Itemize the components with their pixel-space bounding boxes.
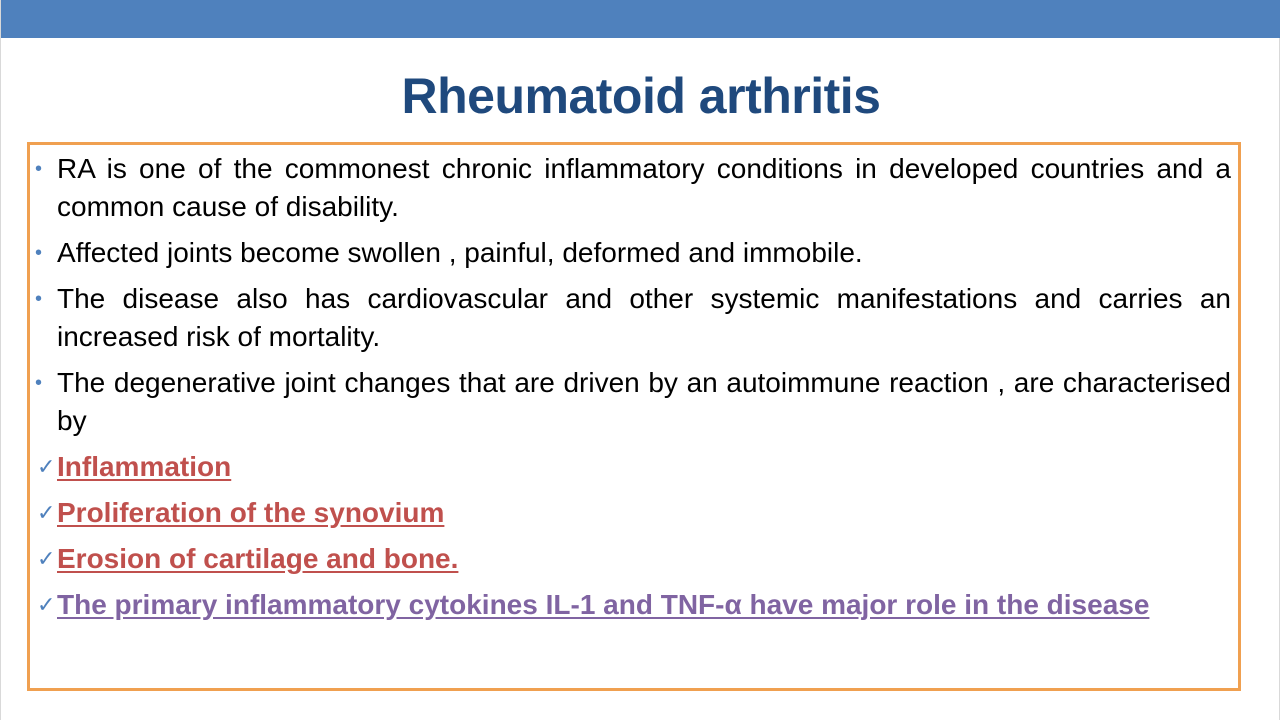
bullet-text: Affected joints become swollen , painful, deformed and immobile. <box>57 237 863 268</box>
checkmark-icon: ✓ <box>37 546 56 571</box>
check-text: The primary inflammatory cytokines IL-1 and TNF-α have major role in the disease <box>57 589 1150 620</box>
check-item-inflammation <box>31 448 1231 486</box>
check-text: Proliferation of the synovium <box>57 497 445 528</box>
checkmark-icon: ✓ <box>37 592 56 617</box>
bullet-dot-icon: • <box>35 158 43 180</box>
check-item-erosion <box>31 540 1231 578</box>
bullet-text: RA is one of the commonest chronic inflammatory conditions in developed countries and a common cause of disability. <box>57 153 1231 222</box>
check-text: Erosion of cartilage and bone. <box>57 543 459 574</box>
bullet-item <box>31 234 1231 272</box>
bullet-dot-icon: • <box>35 372 43 394</box>
checkmark-icon: ✓ <box>37 500 56 525</box>
bullet-list <box>31 150 1231 632</box>
bullet-dot-icon: • <box>35 288 43 310</box>
checkmark-icon: ✓ <box>37 454 56 479</box>
check-item-synovium <box>31 494 1231 532</box>
slide-title: Rheumatoid arthritis <box>401 68 881 124</box>
bullet-item <box>31 364 1231 440</box>
check-text: Inflammation <box>57 451 232 482</box>
top-accent-bar <box>1 0 1280 38</box>
bullet-item <box>31 150 1231 226</box>
bullet-text: The disease also has cardiovascular and other systemic manifestations and carries an increased risk of mortality. <box>57 283 1231 352</box>
check-item-cytokines <box>31 586 1231 624</box>
bullet-dot-icon: • <box>35 242 43 264</box>
bullet-text: The degenerative joint changes that are driven by an autoimmune reaction , are characterised by <box>57 367 1231 436</box>
bullet-item <box>31 280 1231 356</box>
